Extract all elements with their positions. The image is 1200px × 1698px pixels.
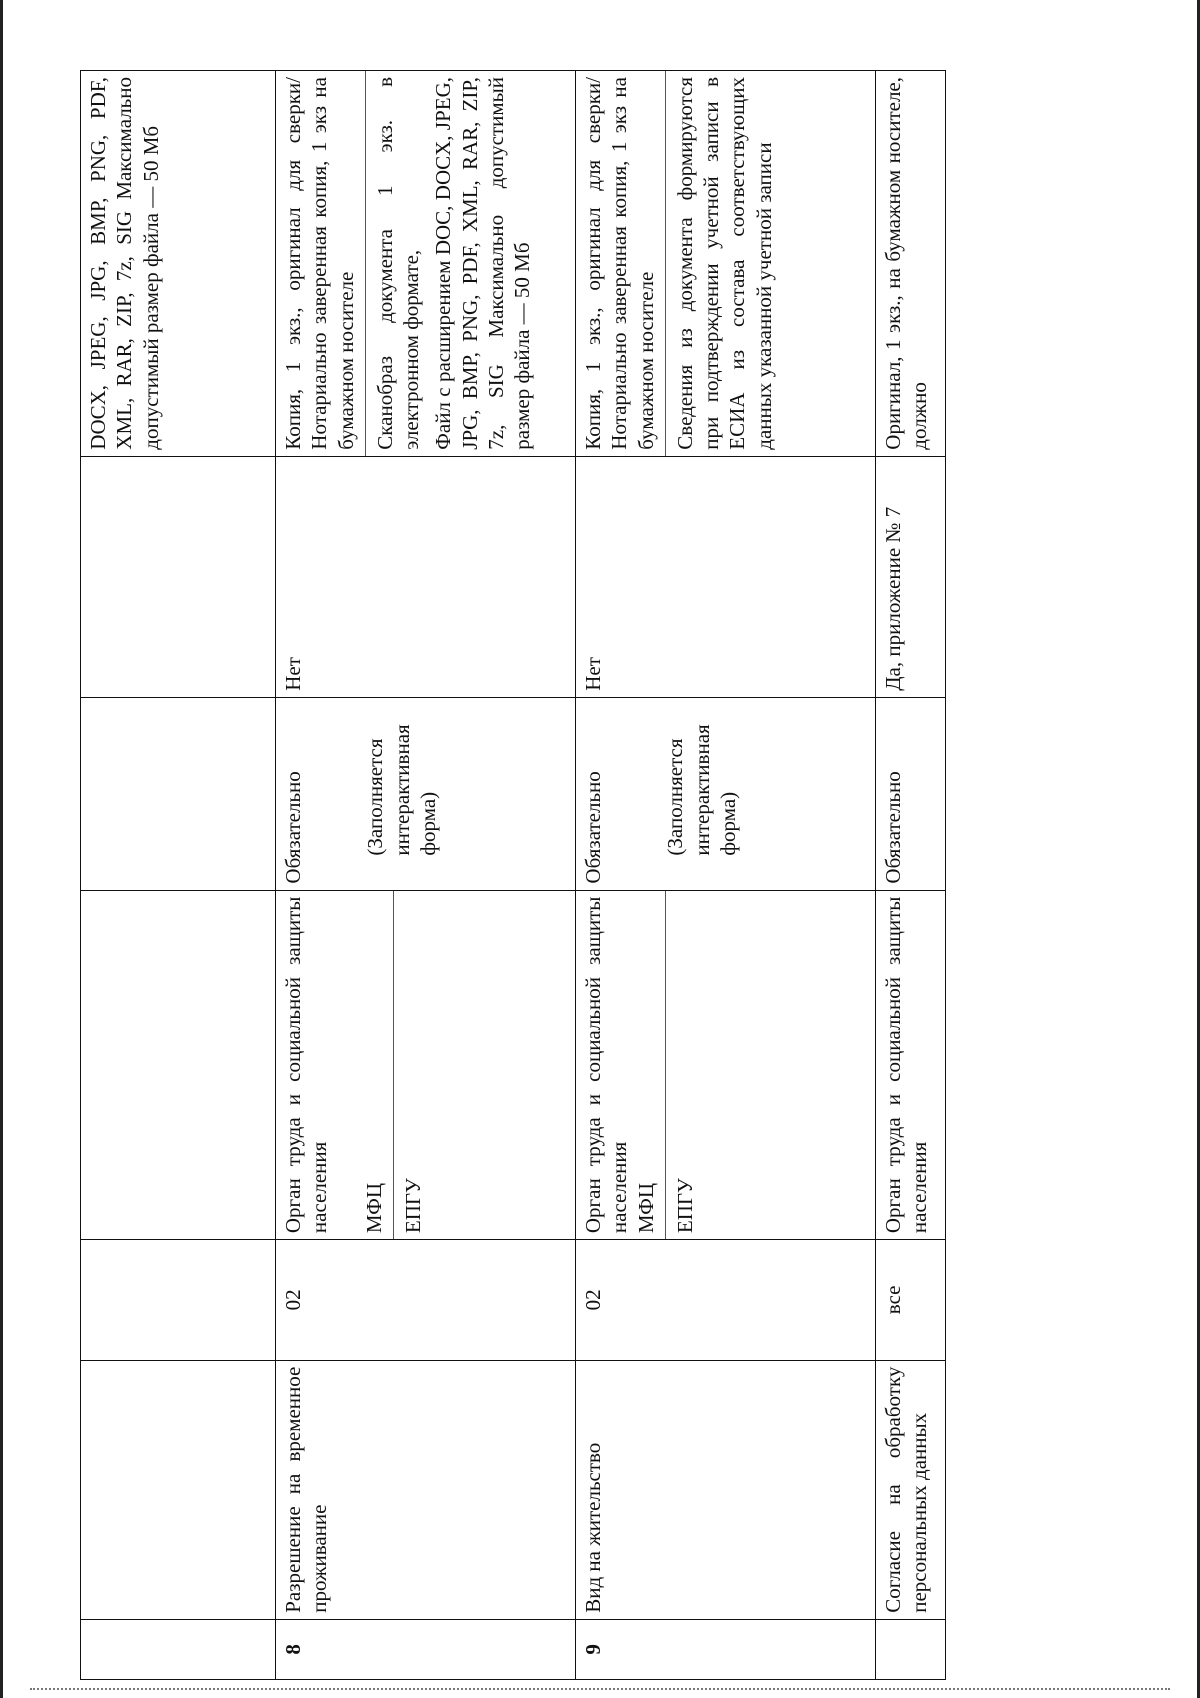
where-organ: Орган труда и социальной защиты населения: [581, 896, 632, 1234]
cell-num: [81, 1619, 276, 1679]
cell-sample: [81, 456, 276, 697]
cell-format: [276, 71, 576, 457]
format-paper: Копия, 1 экз., оригинал для сверки/Нотариально заверенная копия, 1 экз на бумажном носителе: [581, 77, 658, 450]
cell-code: все: [876, 1240, 946, 1361]
cell-name: Вид на жительство: [576, 1360, 876, 1619]
cell-where: [276, 890, 576, 1240]
cell-required: [276, 697, 576, 890]
rotated-page: [80, 60, 1120, 1680]
required-value: Обязательно: [581, 771, 605, 884]
scan-edge-left: [0, 0, 3, 1698]
format-file: Файл с расширением DOC, DOCX, JPEG, JPG, BMP, PNG, PDF, XML, RAR, ZIP, 7z, SIG Максимально допустимый размер файла — 50 Мб: [431, 77, 534, 450]
where-organ: Орган труда и социальной защиты населения: [281, 896, 332, 1234]
cell-name: Согласие на обработку персональных данных: [876, 1360, 946, 1619]
cell-sample: Да, приложение № 7: [876, 456, 946, 697]
required-note: (Заполняется интерактивная форма): [363, 724, 440, 856]
format-paper: Копия, 1 экз., оригинал для сверки/Нотариально заверенная копия, 1 экз на бумажном носителе: [281, 77, 358, 450]
where-mfc: МФЦ: [633, 1182, 658, 1234]
format-esia: Сведения из документа формируются при подтверждении учетной записи в ЕСИА из состава соответствующих данных указанной учетной записи: [665, 71, 777, 456]
cell-format: Оригинал, 1 экз., на бумажном носителе, должно: [876, 71, 946, 457]
where-epgu: ЕПГУ: [393, 891, 426, 1240]
cell-required: Обязательно: [876, 697, 946, 890]
scan-noise: [30, 1688, 1170, 1692]
cell-sample: Нет: [576, 456, 876, 697]
format-scan: Сканобраз документа 1 экз. в электронном формате,: [365, 71, 425, 456]
where-epgu: ЕПГУ: [665, 891, 698, 1240]
table-row: [576, 71, 876, 1680]
cell-required: [576, 697, 876, 890]
cell-required: [81, 697, 276, 890]
documents-table: [80, 70, 946, 1680]
table-row: [276, 71, 576, 1680]
cell-num: [876, 1619, 946, 1679]
cell-where: [576, 890, 876, 1240]
cell-code: [81, 1240, 276, 1361]
cell-sample: Нет: [276, 456, 576, 697]
cell-code: 02: [276, 1240, 576, 1361]
cell-code: 02: [576, 1240, 876, 1361]
cell-name: Разрешение на временное проживание: [276, 1360, 576, 1619]
cell-name: [81, 1360, 276, 1619]
cell-where: [81, 890, 276, 1240]
cell-format: [576, 71, 876, 457]
required-value: Обязательно: [281, 771, 305, 884]
cell-format: DOCX, JPEG, JPG, BMP, PNG, PDF, XML, RAR, ZIP, 7z, SIG Максимально допустимый размер файла — 50 Мб: [81, 71, 276, 457]
where-mfc: МФЦ: [361, 1182, 386, 1234]
cell-num: 9: [576, 1619, 876, 1679]
table-row: [876, 71, 946, 1680]
cell-where: Орган труда и социальной защиты населения: [876, 890, 946, 1240]
cell-num: 8: [276, 1619, 576, 1679]
table-row: [81, 71, 276, 1680]
required-note: (Заполняется интерактивная форма): [663, 724, 740, 856]
